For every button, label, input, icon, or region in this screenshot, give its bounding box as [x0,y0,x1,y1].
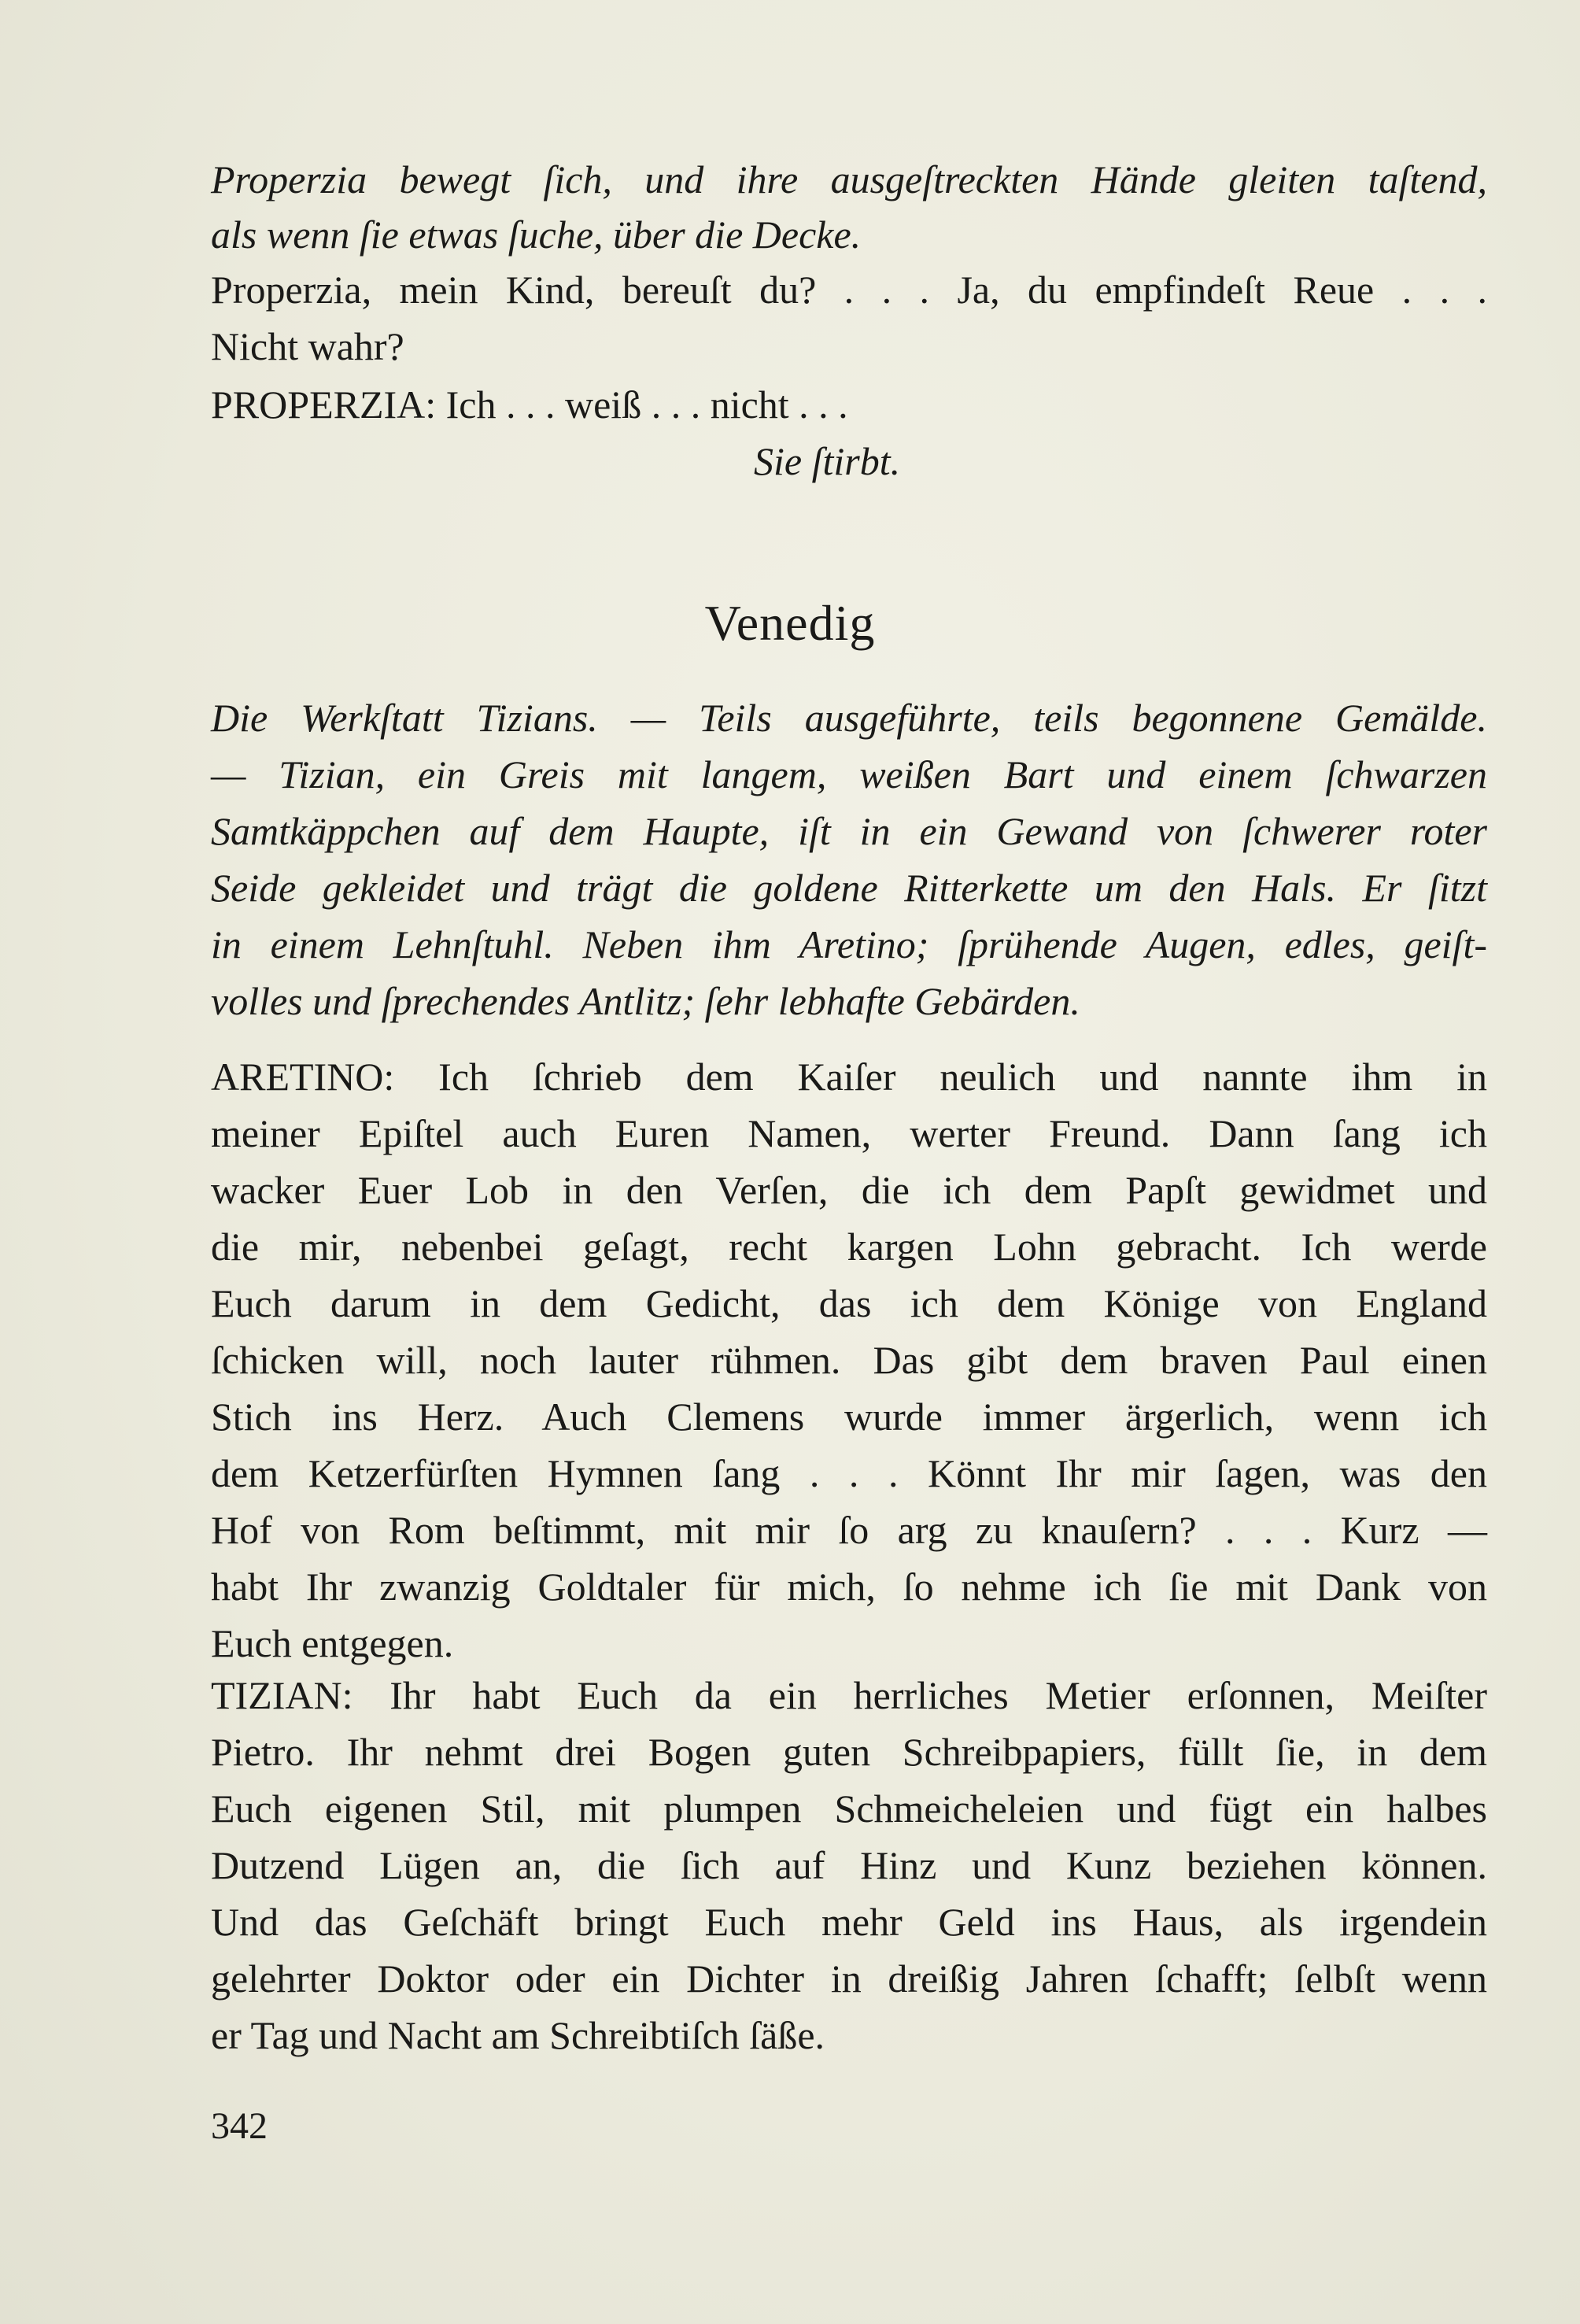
dialogue-line: ſchicken will, noch lauter rühmen. Das gibt dem braven Paul einen [211,1338,1487,1382]
dialogue-line: Euch entgegen. [211,1621,454,1665]
page-number: 342 [211,2105,268,2147]
dialogue-line: die mir, nebenbei geſagt, recht kargen Lohn gebracht. Ich werde [211,1225,1487,1269]
dialogue-line: PROPERZIA: Ich . . . weiß . . . nicht . . . [211,382,848,427]
dialogue-line: habt Ihr zwanzig Goldtaler für mich, ſo nehme ich ſie mit Dank von [211,1565,1487,1609]
dialogue-line: er Tag und Nacht am Schreibtiſch ſäße. [211,2013,825,2057]
stage-direction-line: Samtkäppchen auf dem Haupte, iſt in ein Gewand von ſchwerer roter [211,809,1487,853]
dialogue-line: Euch darum in dem Gedicht, das ich dem Könige von England [211,1281,1487,1325]
dialogue-line: gelehrter Doktor oder ein Dichter in dreißig Jahren ſchafft; ſelbſt wenn [211,1956,1487,2001]
stage-direction-line: Seide gekleidet und trägt die goldene Ritterkette um den Hals. Er ſitzt [211,866,1487,910]
scene-heading: Venedig [704,595,876,651]
dialogue-line: Nicht wahr? [211,324,404,368]
stage-direction-line: volles und ſprechendes Antlitz; ſehr lebhafte Gebärden. [211,979,1080,1023]
dialogue-line: Pietro. Ihr nehmt drei Bogen guten Schreibpapiers, füllt ſie, in dem [211,1730,1487,1774]
dialogue-line: wacker Euer Lob in den Verſen, die ich dem Papſt gewidmet und [211,1168,1487,1212]
dialogue-line: Euch eigenen Stil, mit plumpen Schmeicheleien und fügt ein halbes [211,1786,1487,1831]
dialogue-line: Und das Geſchäft bringt Euch mehr Geld ins Haus, als irgendein [211,1900,1487,1944]
dialogue-line: dem Ketzerfürſten Hymnen ſang . . . Könnt Ihr mir ſagen, was den [211,1451,1487,1495]
dialogue-line: Hof von Rom beſtimmt, mit mir ſo arg zu knauſern? . . . Kurz — [211,1508,1487,1552]
dialogue-line: meiner Epiſtel auch Euren Namen, werter Freund. Dann ſang ich [211,1111,1487,1155]
dialogue-line: ARETINO: Ich ſchrieb dem Kaiſer neulich und nannte ihm in [211,1055,1487,1099]
dialogue-line: Dutzend Lügen an, die ſich auf Hinz und Kunz beziehen können. [211,1843,1487,1887]
stage-direction-line: als wenn ſie etwas ſuche, über die Decke. [211,212,862,257]
stage-direction-line: — Tizian, ein Greis mit langem, weißen Bart und einem ſchwarzen [211,752,1487,796]
stage-direction-line: Sie ſtirbt. [754,439,901,483]
dialogue-line: Stich ins Herz. Auch Clemens wurde immer ärgerlich, wenn ich [211,1395,1487,1439]
stage-direction-line: Properzia bewegt ſich, und ihre ausgeſtreckten Hände gleiten taſtend, [211,157,1487,201]
stage-direction-line: Die Werkſtatt Tizians. — Teils ausgeführte, teils begonnene Gemälde. [211,696,1487,740]
stage-direction-line: in einem Lehnſtuhl. Neben ihm Aretino; ſprühende Augen, edles, geiſt- [211,922,1487,966]
dialogue-line: Properzia, mein Kind, bereuſt du? . . . Ja, du empfindeſt Reue . . . [211,268,1487,312]
dialogue-line: TIZIAN: Ihr habt Euch da ein herrliches Metier erſonnen, Meiſter [211,1673,1487,1717]
